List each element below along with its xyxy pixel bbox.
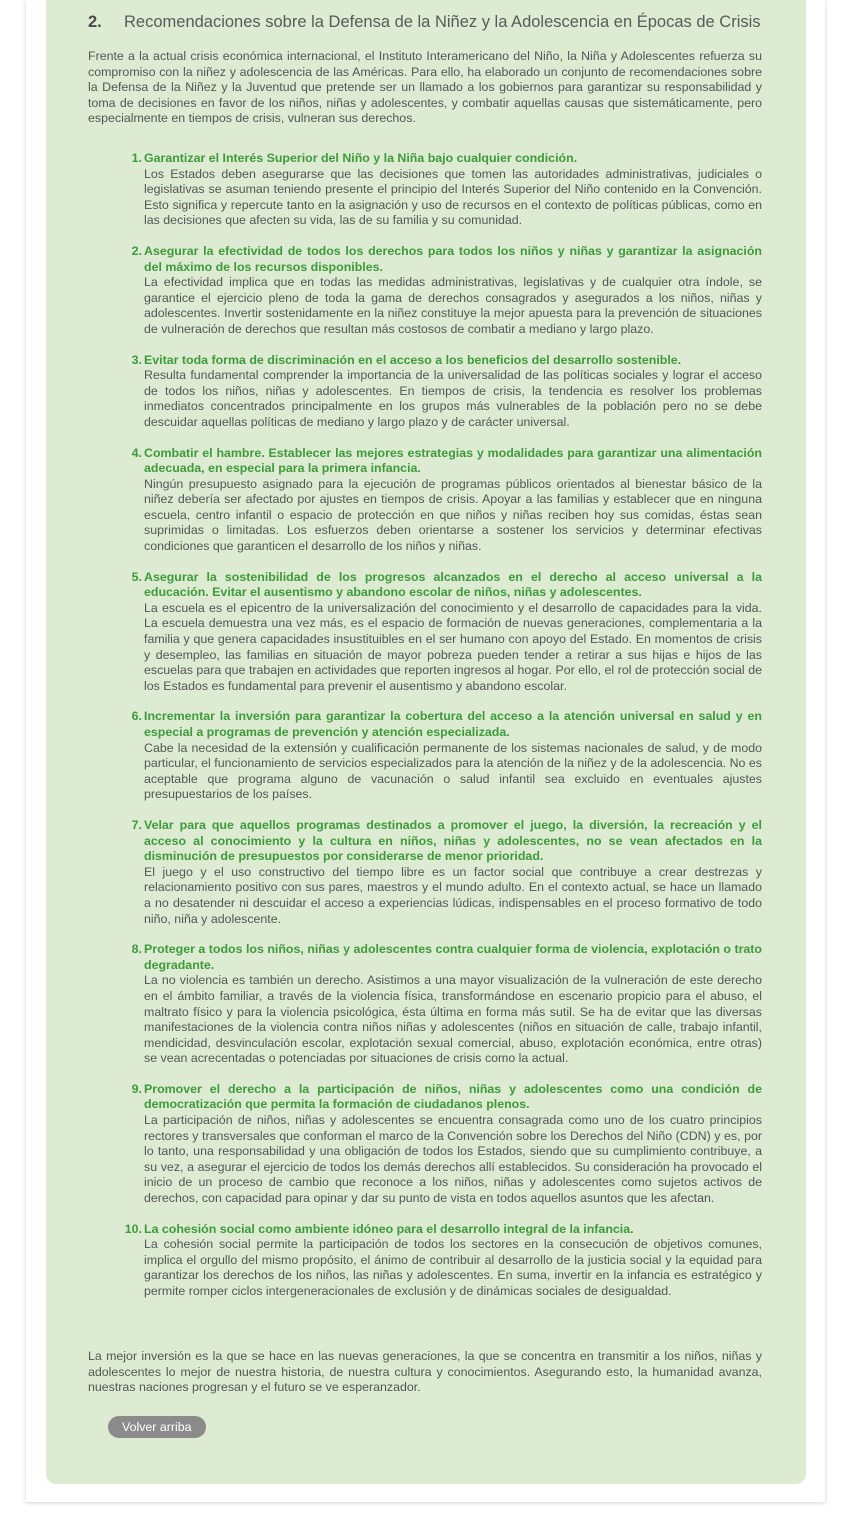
- recommendation-body: Los Estados deben asegurarse que las decisiones que tomen las autoridades administrativas, judiciales o legislativas se asuman teniendo presente el principio del Interés Superior del Niño contenido en la Convención. Esto significa y repercute tanto en la asignación y uso de recursos en el contexto de políticas públicas, como en las decisiones que afecten su vida, las de su familia y su comunidad.: [144, 166, 762, 228]
- recommendation-body: Ningún presupuesto asignado para la ejecución de programas públicos orientados al bienestar básico de la niñez debería ser afectado por ajustes en tiempos de crisis. Apoyar a las familias y establecer que en ninguna escuela, centro infantil o espacio de protección en que niños y niñas reciben hoy sus comidas, éstas sean suprimidas o limitadas. Los esfuerzos deben orientarse a sostener los servicios y determinar efectivas condiciones que garanticen el desarrollo de los niños y niñas.: [144, 476, 762, 554]
- recommendation-item: [124, 1082, 762, 1207]
- recommendation-body: Resulta fundamental comprender la importancia de la universalidad de las políticas sociales y lograr el acceso de todos los niños, niñas y adolescentes. En tiempos de crisis, la tendencia es resolver los problemas inmediatos concentrados principalmente en los grupos más vulnerables de la población pero no se debe descuidar aquellas políticas de mediano y largo plazo y de carácter universal.: [144, 368, 762, 429]
- recommendation-title: Combatir el hambre. Establecer las mejores estrategias y modalidades para garantizar una alimentación adecuada, en especial para la primera infancia.: [144, 445, 762, 476]
- recommendation-item: [124, 244, 762, 338]
- recommendation-number: 7.: [131, 817, 142, 832]
- recommendation-number: 10.: [124, 1221, 142, 1236]
- intro-paragraph: Frente a la actual crisis económica internacional, el Instituto Interamericano del Niño, la Niña y Adolescentes refuerza su compromiso con la niñez y adolescencia de las Américas. Para ello, ha elaborado un conjunto de recomendaciones sobre la Defensa de la Niñez y la Juventud que pretende ser un llamado a los gobiernos para garantizar su responsabilidad y toma de decisiones en favor de los niños, niñas y adolescentes, y combatir aquellas causas que sistemáticamente, pero especialmente en tiempos de crisis, vulneran sus derechos.: [88, 49, 762, 126]
- recommendation-item: [124, 942, 762, 1067]
- recommendation-title: Garantizar el Interés Superior del Niño y la Niña bajo cualquier condición.: [144, 151, 578, 165]
- recommendation-item: [124, 446, 762, 555]
- recommendation-number: 3.: [131, 352, 142, 367]
- recommendation-number: 5.: [131, 569, 142, 584]
- recommendations-list: [124, 151, 762, 1300]
- closing-paragraph: La mejor inversión es la que se hace en las nuevas generaciones, la que se concentra en transmitir a los niños, niñas y adolescentes lo mejor de nuestra historia, de nuestra cultura y conocimientos. Asegurando esto, la humanidad avanza, nuestras naciones progresan y el futuro se ve esperanzador.: [88, 1349, 762, 1395]
- recommendation-title: Promover el derecho a la participación de niños, niñas y adolescentes como una condición de democratización que permita la formación de ciudadanos plenos.: [144, 1081, 762, 1112]
- recommendation-item: [124, 151, 762, 229]
- recommendation-item: [124, 353, 762, 431]
- recommendation-item: [124, 709, 762, 803]
- recommendation-body: La participación de niños, niñas y adolescentes se encuentra consagrada como uno de los cuatro principios rectores y transversales que conforman el marco de la Convención sobre los Derechos del Niño (CDN) y es, por lo tanto, una responsabilidad y una obligación de todos los Estados, siendo que su cumplimiento contribuye, a su vez, a asegurar el ejercicio de todos los demás derechos allí establecidos. Su consideración ha provocado el inicio de un proceso de cambio que reconoce a los niños, niñas y adolescentes como sujetos activos de derechos, con capacidad para opinar y dar su punto de vista en todos aquellos asuntos que les afectan.: [144, 1113, 762, 1206]
- recommendation-body: La no violencia es también un derecho. Asistimos a una mayor visualización de la vulneración de este derecho en el ámbito familiar, a través de la violencia física, transformándose en escenario propicio para el abuso, el maltrato físico y para la violencia psicológica, ésta última en forma más sutil. Se ha de evitar que las diversas manifestaciones de la violencia contra niños niñas y adolescentes (niños en situación de calle, trabajo infantil, mendicidad, desvinculación escolar, explotación sexual comercial, abuso, explotación económica, entre otras) se vean acrecentadas o potenciadas por situaciones de crisis como la actual.: [144, 973, 762, 1066]
- section-title: Recomendaciones sobre la Defensa de la Niñez y la Adolescencia en Épocas de Crisis: [124, 13, 761, 31]
- recommendation-title: Velar para que aquellos programas destinados a promover el juego, la diversión, la recreación y el acceso al conocimiento y la cultura en niños, niñas y adolescentes, no se vean afectados en la disminución de presupuestos por considerarse de menor prioridad.: [144, 817, 762, 864]
- recommendation-title: Asegurar la efectividad de todos los derechos para todos los niños y niñas y garantizar la asignación del máximo de los recursos disponibles.: [144, 243, 762, 274]
- recommendation-body: El juego y el uso constructivo del tiempo libre es un factor social que contribuye a crear destrezas y relacionamiento positivo con sus pares, maestros y el mundo adulto. En el contexto actual, se hace un llamado a no desatender ni descuidar el acceso a experiencias lúdicas, indispensables en el proceso formativo de todo niño, niña y adolescente.: [144, 864, 762, 926]
- recommendation-number: 8.: [131, 942, 142, 957]
- section-number: 2.: [88, 13, 102, 31]
- back-to-top-button[interactable]: Volver arriba: [108, 1416, 206, 1438]
- section-heading: [88, 13, 788, 32]
- recommendation-body: Cabe la necesidad de la extensión y cualificación permanente de los sistemas nacionales de salud, y de modo particular, el funcionamiento de servicios especializados para la atención de la niñez y de la adolescencia. No es aceptable que programa alguno de vacunación o salud infantil sea excluido en eventuales ajustes presupuestarios de los países.: [144, 740, 762, 802]
- recommendation-body: La cohesión social permite la participación de todos los sectores en la consecución de objetivos comunes, implica el orgullo del mismo propósito, el ánimo de contribuir al desarrollo de la justicia social y la equidad para garantizar los derechos de los niños, las niñas y adolescentes. En suma, invertir en la infancia es estratégico y permite romper ciclos intergeneracionales de exclusión y de dinámicas sociales de desigualdad.: [144, 1237, 762, 1298]
- recommendation-title: La cohesión social como ambiente idóneo para el desarrollo integral de la infancia.: [144, 1221, 634, 1236]
- recommendation-item: [124, 1222, 762, 1300]
- recommendation-title: Proteger a todos los niños, niñas y adolescentes contra cualquier forma de violencia, explotación o trato degradante.: [144, 942, 762, 972]
- recommendation-body: La efectividad implica que en todas las medidas administrativas, legislativas y de cualquier otra índole, se garantice el ejercicio pleno de toda la gama de derechos consagrados y asegurados a los niños, niñas y adolescentes. Invertir sostenidamente en la niñez constituye la mejor apuesta para la prevención de situaciones de vulneración de derechos que resultan más costosos de combatir a mediano y largo plazo.: [144, 275, 762, 336]
- recommendation-body: La escuela es el epicentro de la universalización del conocimiento y el desarrollo de capacidades para la vida. La escuela demuestra una vez más, es el espacio de formación de nuevas generaciones, complementaria a la familia y que genera capacidades insustituibles en el ser humano con apoyo del Estado. En momentos de crisis y desempleo, las familias en situación de mayor pobreza pueden tender a retirar a sus hijas e hijos de las escuelas para que trabajen en actividades que reporten ingresos al hogar. Por ello, el rol de protección social de los Estados es fundamental para prevenir el ausentismo y abandono escolar.: [144, 600, 762, 693]
- recommendation-number: 9.: [131, 1081, 142, 1096]
- page: [26, 0, 825, 1502]
- recommendation-title: Incrementar la inversión para garantizar la cobertura del acceso a la atención universal en salud y en especial a programas de prevención y atención especializada.: [144, 709, 762, 739]
- recommendation-item: [124, 818, 762, 927]
- recommendation-number: 6.: [131, 709, 142, 724]
- recommendation-title: Evitar toda forma de discriminación en el acceso a los beneficios del desarrollo sostenible.: [144, 352, 682, 367]
- recommendation-item: [124, 570, 762, 695]
- recommendation-number: 4.: [131, 445, 142, 460]
- content-panel: [46, 0, 806, 1484]
- recommendation-number: 1.: [131, 151, 142, 165]
- recommendation-number: 2.: [131, 243, 142, 258]
- recommendation-title: Asegurar la sostenibilidad de los progresos alcanzados en el derecho al acceso universal a la educación. Evitar el ausentismo y abandono escolar de niños, niñas y adolescentes.: [144, 569, 762, 600]
